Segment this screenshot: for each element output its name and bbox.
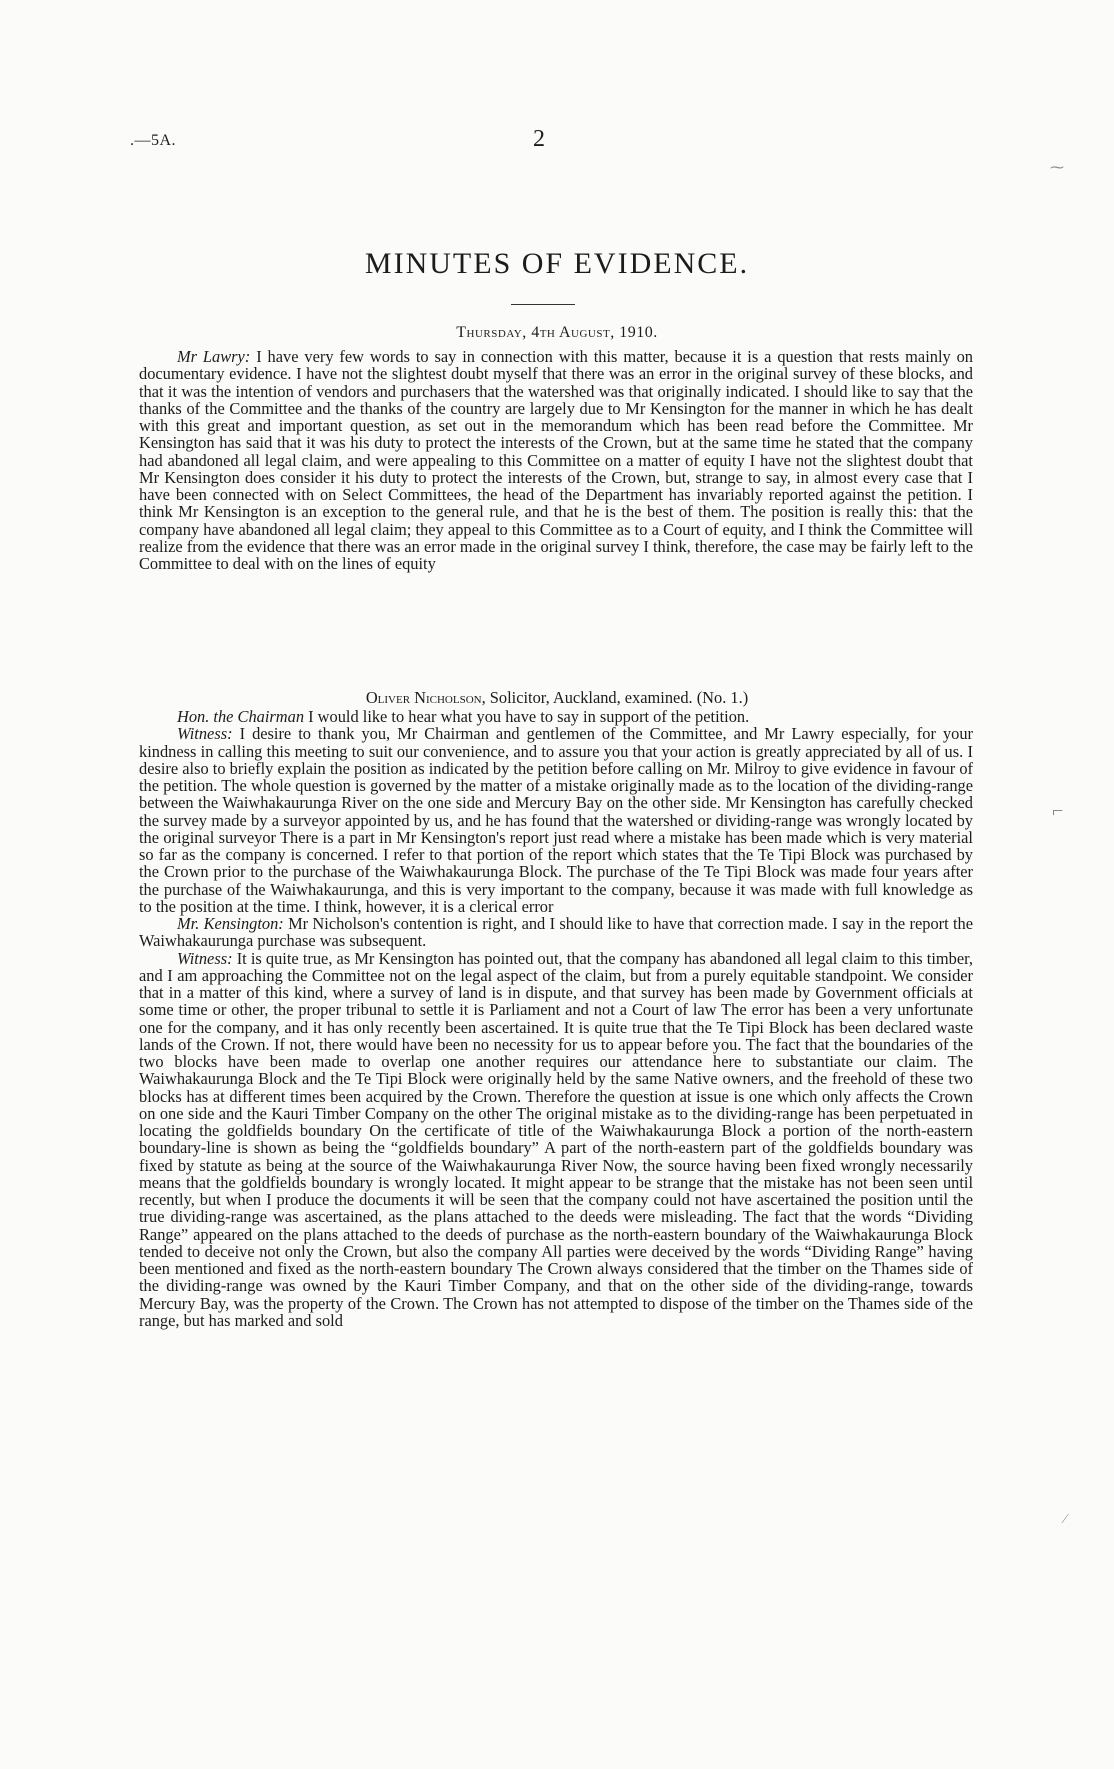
- page-title: MINUTES OF EVIDENCE.: [364, 247, 750, 280]
- margin-mark: ⁄: [1064, 1512, 1067, 1527]
- meeting-date: Thursday, 4th August, 1910.: [456, 324, 658, 341]
- title-divider: [511, 304, 575, 305]
- speaker-name: Hon. the Chairman: [177, 707, 305, 726]
- statement-paragraph: [139, 348, 973, 572]
- exchange-text: It is quite true, as Mr Kensington has pointed out, that the company has abandoned all legal claim to this timber, and I am approaching the Committee not on the legal aspect of the claim, but from a purely equitable standpoint. We consider that in a matter of this kind, where a survey of land is in dispute, and that survey has been made by Government officials at some time or other, the proper tribunal to settle it is Parliament and not a Court of law The error has been a very unfortunate one for the company, and it has only recently been ascertained. It is quite true that the Te Tipi Block has been declared waste lands of the Crown. If not, there would have been no necessity for us to appear before you. The fact that the boundaries of the two blocks have been made to overlap one another requires our attendance here to substantiate our claim. The Waiwhakaurunga Block and the Te Tipi Block were originally held by the same Native owners, and the freehold of these two blocks has at different times been acquired by the Crown. Therefore the question at issue is one which only affects the Crown on one side and the Kauri Timber Company on the other The original mistake as to the dividing-range has been perpetuated in locating the goldfields boundary On the certificate of title of the Waiwhakaurunga Block a portion of the north-eastern boundary-line is shown as being the “goldfields boundary” A part of the north-eastern part of the goldfields boundary was fixed by statute as being at the source of the Waiwhakaurunga River Now, the source having been fixed wrongly necessarily means that the goldfields boundary is wrongly located. It might appear to be strange that the mistake has not been seen until recently, but when I produce the documents it will be seen that the company could not have ascertained the position until the true dividing-range was ascertained, as the plans attached to the deeds were misleading. The fact that the words “Dividing Range” appeared on the plans attached to the deeds of purchase as the north-eastern boundary of the Waiwhakaurunga Block tended to deceive not only the Crown, but also the company All parties were deceived by the words “Dividing Range” having been mentioned and fixed as the north-eastern boundary The Crown always considered that the timber on the Thames side of the dividing-range was owned by the Kauri Timber Company, and that on the other side of the dividing-range, towards Mercury Bay, was the property of the Crown. The Crown has not attempted to dispose of the timber on the Thames side of the range, but has marked and sold: [139, 948, 973, 1330]
- exchange-paragraph: [139, 708, 973, 725]
- examination-text: [139, 708, 973, 1329]
- exchange-paragraph: [139, 915, 973, 950]
- witness-description: Solicitor, Auckland, examined. (No. 1.): [485, 688, 749, 707]
- witness-heading: [0, 688, 1114, 708]
- witness-name: Oliver Nicholson,: [365, 688, 486, 707]
- speaker-name: Witness:: [177, 724, 233, 744]
- exchange-paragraph: [139, 725, 973, 915]
- statement-text: I have very few words to say in connection with this matter, because it is a question that rests mainly on documentary evidence. I have not the slightest doubt myself that there was an error in the original survey of these blocks, and that it was the intention of vendors and purchasers that the watershed was that originally indicated. I should like to say that the thanks of the Committee and the thanks of the country are largely due to Mr Kensington for the manner in which he has dealt with this great and important question, as set out in the memorandum which has been read before the Committee. Mr Kensington has said that it was his duty to protect the interests of the Crown, but at the same time he stated that the company had abandoned all legal claim, and were appealing to this Committee on a matter of equity I have not the slightest doubt that Mr Kensington does consider it his duty to protect the interests of the Crown, but, strange to say, in almost every case that I have been connected with on Select Committees, the head of the Department has invariably reported against the petition. I think Mr Kensington is an exception to the general rule, and that he is the best of them. The position is really this: that the company have abandoned all legal claim; they appeal to this Committee as to a Court of equity, and I think the Committee will realize from the evidence that there was an error made in the original survey I think, therefore, the case may be fairly left to the Committee to deal with on the lines of equity: [139, 347, 973, 573]
- page-number: 2: [533, 126, 545, 152]
- speaker-name: Mr Lawry:: [177, 347, 251, 366]
- margin-mark: ⁓: [1050, 161, 1064, 176]
- margin-mark: ⌐: [1052, 800, 1064, 822]
- speaker-name: Mr. Kensington:: [177, 914, 284, 933]
- exchange-text: I desire to thank you, Mr Chairman and gentlemen of the Committee, and Mr Lawry especially, for your kindness in calling this meeting to suit our convenience, and to assure you that your action is greatly appreciated by all of us. I desire also to briefly explain the position as indicated by the petition before calling on Mr. Milroy to give evidence in favour of the petition. The whole question is governed by the matter of a mistake originally made as to the location of the dividing-range between the Waiwhakaurunga River on the one side and Mercury Bay on the other side. Mr Kensington has carefully checked the survey made by a surveyor appointed by us, and he has found that the watershed or dividing-range was wrongly located by the original surveyor There is a part in Mr Kensington's report just read where a mistake has been made which is very material so far as the company is concerned. I refer to that portion of the report which states that the Te Tipi Block was purchased by the Crown prior to the purchase of the Waiwhakaurunga Block. The purchase of the Te Tipi Block was made four years after the purchase of the Waiwhakaurunga, and this is very important to the company, because it was made with full knowledge as to the position at the time. I think, however, it is a clerical error: [139, 724, 973, 916]
- exchange-text: I would like to hear what you have to say in support of the petition.: [304, 707, 750, 726]
- speaker-name: Witness:: [177, 948, 233, 968]
- report-code: .—5A.: [130, 132, 177, 149]
- exchange-text: Mr Nicholson's contention is right, and I should like to have that correction made. I say in the report the Waiwhakaurunga purchase was subsequent.: [139, 914, 973, 951]
- exchange-paragraph: [139, 950, 973, 1330]
- lawry-statement: [139, 348, 973, 572]
